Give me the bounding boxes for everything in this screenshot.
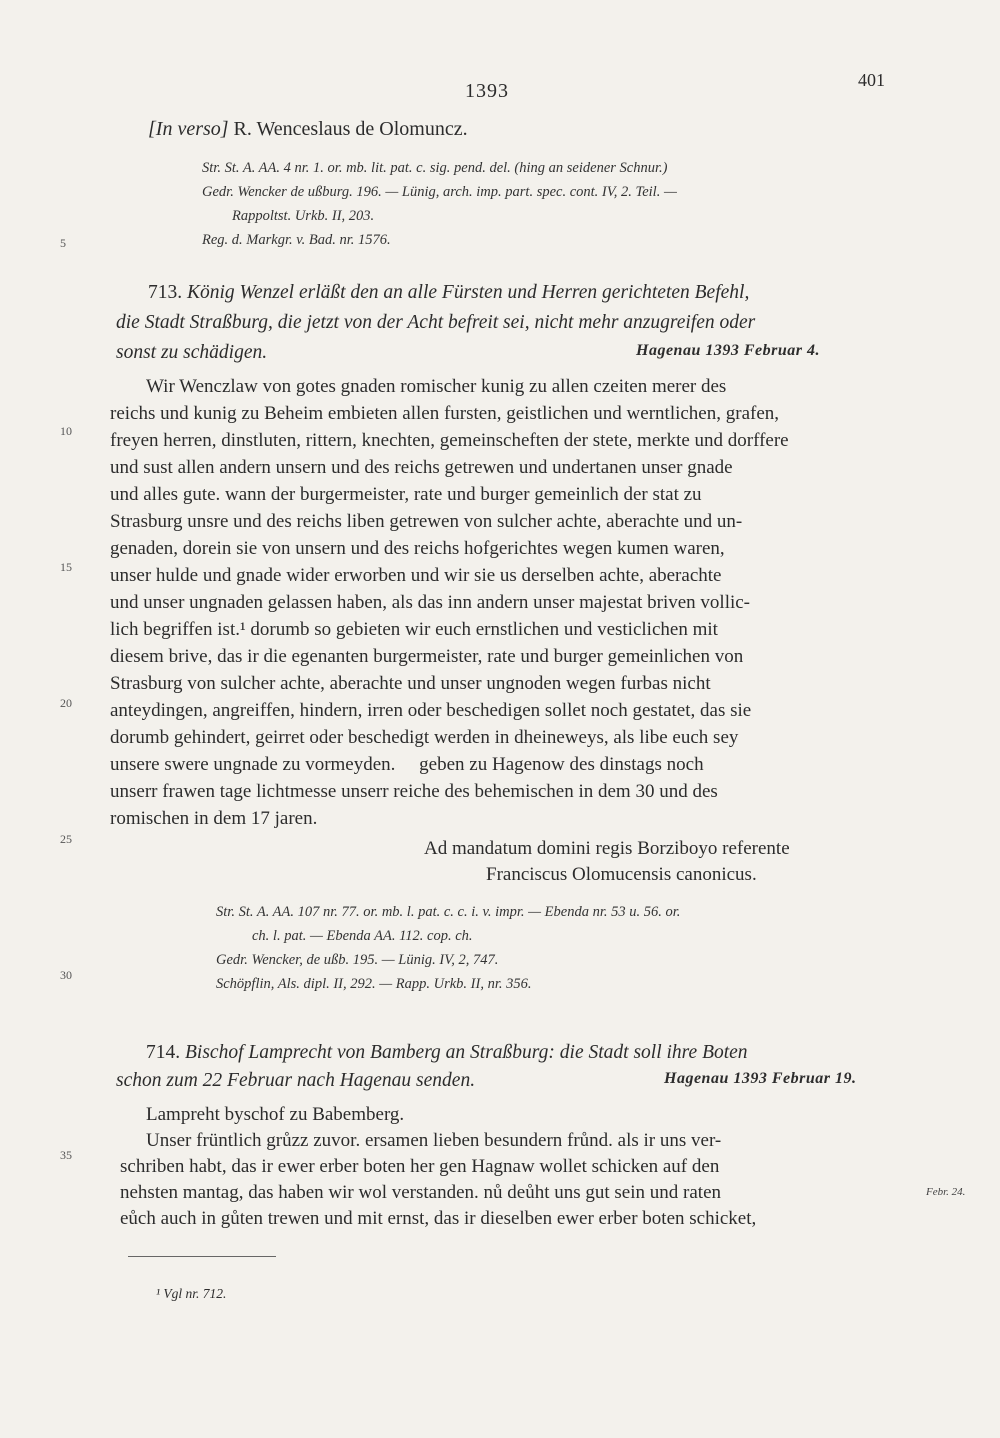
body-line: diesem brive, das ir die egenanten burgermeister, rate und burger gemeinlichen von [110, 646, 744, 667]
body-line: genaden, dorein sie von unsern und des reichs hofgerichtes wegen kumen waren, [110, 538, 725, 559]
body-line: dorumb gehindert, geirret oder beschedigt werden in dheineweys, als libe euch sey [110, 727, 739, 748]
body-line: Unser früntlich grůzz zuvor. ersamen lieben besundern frůnd. als ir uns ver- [146, 1130, 722, 1151]
body-line: Strasburg von sulcher achte, aberachte und unser ungnoden wegen furbas nicht [110, 673, 711, 694]
page-header-year: 1393 [465, 80, 509, 102]
body-line: unsere swere ungnade zu vormeyden. geben zu Hagenow des dinstags noch [110, 754, 704, 775]
body-line: anteydingen, angreiffen, hindern, irren oder beschedigen sollet noch gestatet, das sie [110, 700, 752, 721]
body-line: unserr frawen tage lichtmesse unserr reiche des behemischen in dem 30 und des [110, 781, 718, 802]
body-line: und sust allen andern unsern und des reichs getrewen und undertanen unser gnade [110, 457, 733, 478]
entry-714-title [146, 1042, 748, 1064]
body-line: Lampreht byschof zu Babemberg. [146, 1104, 405, 1125]
body-line: freyen herren, dinstluten, rittern, knechten, gemeinscheften der stete, merkte und dorffere [110, 430, 789, 451]
footnote-rule [128, 1256, 276, 1257]
ref-line: Schöpflin, Als. dipl. II, 292. — Rapp. Urkb. II, nr. 356. [216, 976, 532, 992]
line-number: 5 [60, 236, 66, 250]
ref-line: ch. l. pat. — Ebenda AA. 112. cop. ch. [252, 928, 473, 944]
body-line: und unser ungnaden gelassen haben, als das inn andern unser majestat briven vollic- [110, 592, 751, 613]
ref-line: Str. St. A. AA. 4 nr. 1. or. mb. lit. pat. c. sig. pend. del. (hing an seidener Schnur.) [202, 160, 668, 176]
page-number: 401 [858, 70, 885, 90]
body-line: und alles gute. wann der burgermeister, rate und burger gemeinlich der stat zu [110, 484, 702, 505]
line-number: 25 [60, 832, 72, 846]
ref-line: Reg. d. Markgr. v. Bad. nr. 1576. [202, 232, 391, 248]
footnote: ¹ Vgl nr. 712. [156, 1286, 227, 1301]
entry-714-title-line: Bischof Lamprecht von Bamberg an Straßburg: die Stadt soll ihre Boten [185, 1042, 748, 1063]
body-line: lich begriffen ist.¹ dorumb so gebieten wir euch ernstlichen und vesticlichen mit [110, 619, 718, 640]
verso-prefix: [In verso] [148, 118, 229, 140]
ref-line: Rappoltst. Urkb. II, 203. [232, 208, 375, 224]
entry-713-title-line: sonst zu schädigen. [116, 342, 268, 363]
entry-714-place-date: Hagenau 1393 Februar 19. [664, 1070, 857, 1087]
body-line: Strasburg unsre und des reichs liben getrewen von sulcher achte, aberachte und un- [110, 511, 743, 532]
body-line: romischen in dem 17 jaren. [110, 808, 318, 829]
ref-line: Gedr. Wencker, de ußb. 195. — Lünig. IV, 2, 747. [216, 952, 499, 968]
entry-713-place-date: Hagenau 1393 Februar 4. [636, 342, 820, 359]
line-number: 35 [60, 1148, 72, 1162]
body-line: schriben habt, das ir ewer erber boten her gen Hagnaw wollet schicken auf den [120, 1156, 720, 1177]
body-line: Wir Wenczlaw von gotes gnaden romischer kunig zu allen czeiten merer des [146, 376, 727, 397]
subscription-line: Franciscus Olomucensis canonicus. [486, 864, 757, 885]
entry-714-title-line: schon zum 22 Februar nach Hagenau senden. [116, 1070, 476, 1091]
subscription-line: Ad mandatum domini regis Borziboyo referente [424, 838, 790, 859]
entry-713-number: 713. [148, 282, 183, 303]
verso-line [148, 118, 468, 141]
line-number: 20 [60, 696, 72, 710]
body-line: nehsten mantag, das haben wir wol verstanden. nů deůht uns gut sein und raten [120, 1182, 721, 1203]
line-number: 15 [60, 560, 72, 574]
entry-713-title-line: König Wenzel erläßt den an alle Fürsten und Herren gerichteten Befehl, [187, 282, 750, 303]
entry-713-title [148, 282, 749, 304]
ref-line: Gedr. Wencker de ußburg. 196. — Lünig, arch. imp. part. spec. cont. IV, 2. Teil. — [202, 184, 677, 200]
margin-note: Febr. 24. [926, 1186, 966, 1198]
entry-714-number: 714. [146, 1042, 181, 1063]
body-line: eůch auch in gůten trewen und mit ernst, das ir dieselben ewer erber boten schicket, [120, 1208, 757, 1229]
ref-line: Str. St. A. AA. 107 nr. 77. or. mb. l. pat. c. c. i. v. impr. — Ebenda nr. 53 u. 56. or. [216, 904, 681, 920]
verso-text: R. Wenceslaus de Olomuncz. [233, 118, 468, 140]
body-line: unser hulde und gnade wider erworben und wir sie us derselben achte, aberachte [110, 565, 722, 586]
line-number: 30 [60, 968, 72, 982]
line-number: 10 [60, 424, 72, 438]
body-line: reichs und kunig zu Beheim embieten allen fursten, geistlichen und werntlichen, grafen, [110, 403, 780, 424]
entry-713-title-line: die Stadt Straßburg, die jetzt von der Acht befreit sei, nicht mehr anzugreifen oder [116, 312, 756, 333]
